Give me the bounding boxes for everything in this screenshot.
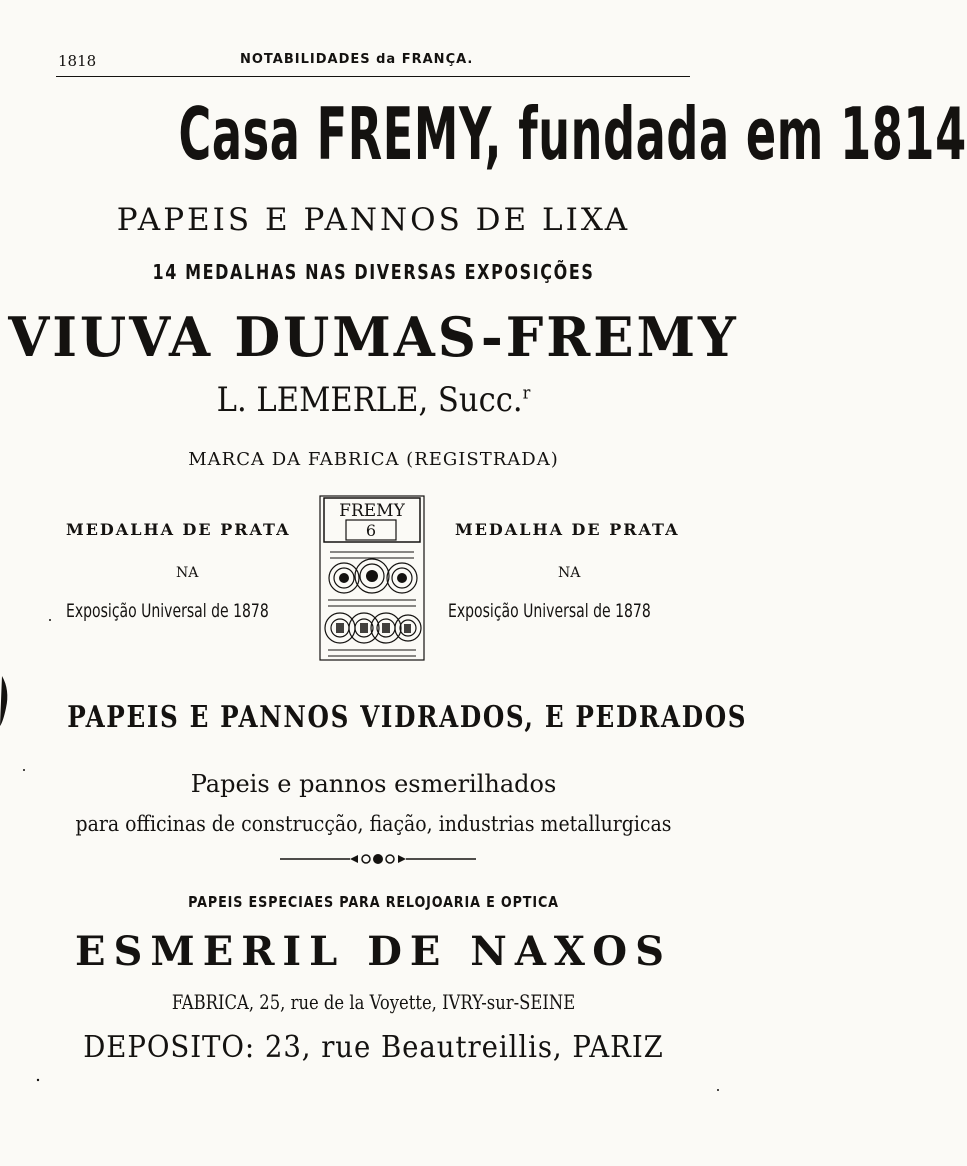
page-number: 1818 [58,52,97,70]
medal-right-title: MEDALHA DE PRATA [455,520,680,539]
trademark-caption: MARCA DA FABRICA (REGISTRADA) [188,449,559,470]
brand-line: ESMERIL DE NAXOS [75,928,672,975]
trademark-logo-number: 6 [365,521,377,540]
medal-left-na: NA [176,565,199,581]
trademark-logo-label: FREMY [339,501,405,521]
company-name: VIUVA DUMAS-FREMY [8,305,739,369]
medal-right-expo: Exposição Universal de 1878 [448,600,651,622]
successor-text: L. LEMERLE, Succ. [216,380,523,420]
workshops-line: para officinas de construcção, fiação, industrias metallurgicas [75,812,672,836]
subtitle: PAPEIS E PANNOS DE LIXA [116,202,631,238]
medals-line: 14 MEDALHAS NAS DIVERSAS EXPOSIÇÕES [152,260,595,284]
medal-right-na: NA [558,565,581,581]
papers-line: PAPEIS E PANNOS VIDRADOS, E PEDRADOS [67,700,748,735]
header-rule [56,76,690,77]
medal-left-title: MEDALHA DE PRATA [66,520,291,539]
factory-address: FABRICA, 25, rue de la Voyette, IVRY-sur-SEINE [171,990,576,1014]
ornament-divider [280,852,476,866]
successor-line [37,380,709,420]
trademark-logo-graphic [316,492,428,664]
trademark-logo [316,492,428,664]
running-head: NOTABILIDADES da FRANÇA. [240,52,474,67]
emery-line: Papeis e pannos esmerilhados [190,770,557,798]
successor-suffix: r [522,382,531,404]
main-title: Casa FREMY, fundada em 1814 [178,92,967,176]
deposit-address: DEPOSITO: 23, rue Beautreillis, PARIZ [83,1030,664,1065]
medal-left-expo: Exposição Universal de 1878 [66,600,269,622]
special-line: PAPEIS ESPECIAES PARA RELOJOARIA E OPTICA [188,893,559,911]
